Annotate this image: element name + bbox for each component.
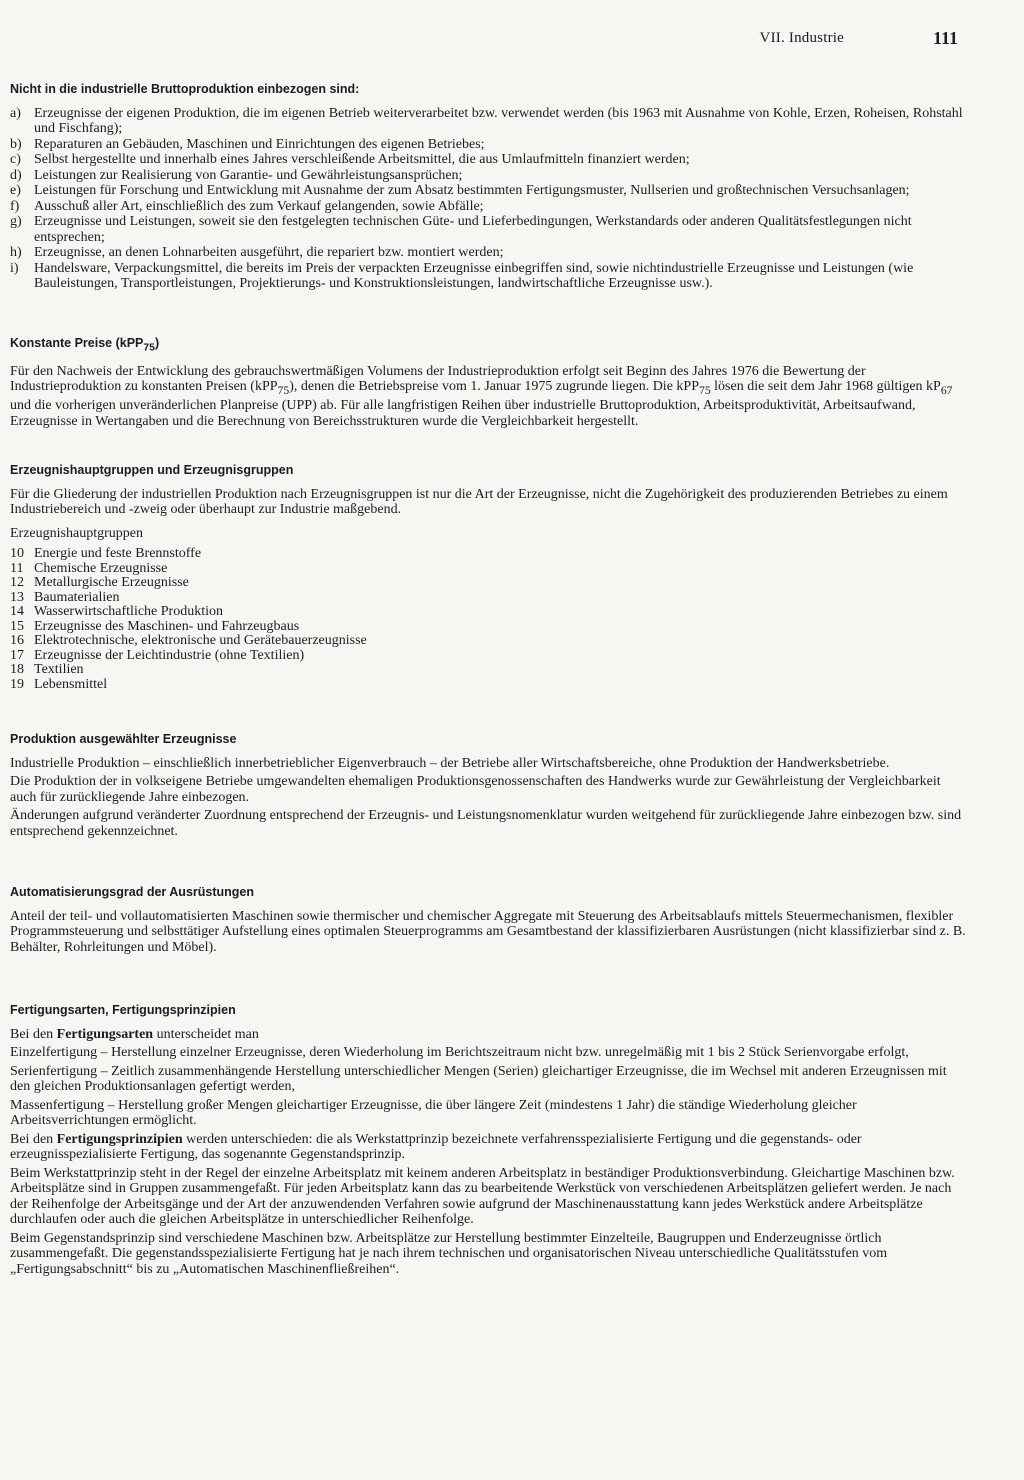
section-heading: Automatisierungsgrad der Ausrüstungen [10, 885, 255, 900]
excluded-list [10, 106, 970, 292]
text-run: Für den Nachweis der Entwicklung des gebrauchswertmäßigen Volumens der Industrieproduktion erfolgt seit Beginn des Jahres 1976 die Bewertung der Industrieproduktion zu konstanten Preisen (kPP [10, 363, 866, 394]
paragraph [10, 1132, 970, 1163]
paragraph: Die Produktion der in volkseigene Betriebe umgewandelten ehemaligen Produktionsgenossenschaften des Handwerks wurde zur Gewährleistung der Vergleichbarkeit auch für zurückliegende Jahre einbezogen. [10, 774, 941, 805]
heading-text-end: ) [154, 335, 160, 350]
section-excluded [10, 82, 970, 292]
group-code: 16 [10, 633, 24, 649]
section-heading: Erzeugnishauptgruppen und Erzeugnisgruppen [10, 463, 294, 478]
section-product-groups [10, 463, 970, 692]
text-run: werden unterschieden: die als Werkstattprinzip bezeichnete verfahrensspezialisierte Fertigung und die gegenstands- oder erzeugnisspezialisierte Fertigung, das sogenannte Gegenstandsprinzip. [10, 1131, 862, 1163]
list-marker: e) [10, 183, 21, 198]
group-label: Wasserwirtschaftliche Produktion [34, 604, 223, 620]
paragraph: Serienfertigung – Zeitlich zusammenhängende Herstellung unterschiedlicher Mengen (Serien) gleichartiger Erzeugnisse, die im Wechsel mit anderen Erzeugnissen mit den gleichen Produktionsanlagen gefertigt werden, [10, 1063, 947, 1095]
group-label: Baumaterialien [34, 589, 120, 605]
list-item-text: Handelsware, Verpackungsmittel, die bereits im Preis der verpackten Erzeugnisse einbegriffen sind, sowie nichtindustrielle Erzeugnisse und Leistungen (wie Bauleistungen, Transportleistungen, Projektierungs- und Konstruktionsleistungen, landwirtschaftliche Erzeugnisse usw.). [34, 260, 914, 291]
chapter-title: VII. Industrie [759, 30, 844, 46]
list-item-text: Erzeugnisse, an denen Lohnarbeiten ausgeführt, die repariert bzw. montiert werden; [34, 245, 504, 260]
text-run: ), denen die Betriebspreise vom 1. Januar 1975 zugrunde liegen. Die kPP [289, 379, 699, 394]
list-item [10, 620, 970, 635]
group-label: Erzeugnisse des Maschinen- und Fahrzeugbaus [34, 618, 300, 634]
group-label: Textilien [34, 662, 84, 678]
text-run: Bei den [10, 1131, 57, 1147]
group-label: Chemische Erzeugnisse [34, 560, 168, 576]
list-item [10, 591, 970, 606]
section-heading: Produktion ausgewählter Erzeugnisse [10, 732, 237, 747]
page-number: 111 [932, 28, 958, 48]
section-selected-products [10, 732, 970, 839]
subscript: 67 [940, 383, 953, 397]
list-item [10, 649, 970, 664]
heading-text: Konstante Preise (kPP [10, 335, 144, 350]
list-item [10, 137, 970, 153]
group-label: Lebensmittel [34, 676, 108, 692]
list-marker: d) [10, 167, 22, 183]
list-item-text: Ausschuß aller Art, einschließlich des zum Verkauf gelangenden, sowie Abfälle; [34, 198, 484, 214]
list-item [10, 261, 970, 292]
paragraph: Für die Gliederung der industriellen Produktion nach Erzeugnisgruppen ist nur die Art der Erzeugnisse, nicht die Zugehörigkeit des produzierenden Betriebes zu einem Industriebereich und -zweig oder überhaupt zur Industrie maßgebend. [10, 486, 948, 518]
section-heading: Nicht in die industrielle Bruttoproduktion einbezogen sind: [10, 82, 360, 96]
list-marker: a) [10, 105, 21, 121]
paragraph: Änderungen aufgrund veränderter Zuordnung entsprechend der Erzeugnis- und Leistungsnomenklatur wurden weitgehend für zurückliegende Jahre einbezogen bzw. sind entsprechend gekennzeichnet. [10, 808, 962, 839]
list-marker: b) [10, 136, 22, 152]
text-run: lösen die seit dem Jahr 1968 gültigen kP [710, 379, 941, 394]
group-label: Metallurgische Erzeugnisse [34, 575, 189, 591]
paragraph: Einzelfertigung – Herstellung einzelner Erzeugnisse, deren Wiederholung im Berichtszeitraum nicht bzw. unregelmäßig mit 1 bis 2 Stück Serienvorgabe erfolgt, [10, 1045, 909, 1061]
subheading: Erzeugnishauptgruppen [10, 525, 143, 541]
list-item [10, 562, 970, 577]
group-code: 19 [10, 676, 24, 692]
paragraph [10, 1027, 970, 1043]
section-constant-prices [10, 336, 970, 430]
list-item [10, 245, 970, 261]
list-item-text: Leistungen zur Realisierung von Garantie- und Gewährleistungsansprüchen; [34, 167, 463, 183]
paragraph: Massenfertigung – Herstellung großer Mengen gleichartiger Erzeugnisse, die über längere Zeit (mindestens 1 Jahr) die ständige Wiederholung gleicher Arbeitsverrichtungen ermöglicht. [10, 1097, 857, 1129]
group-code: 17 [10, 647, 24, 663]
list-marker: h) [10, 245, 22, 260]
text-run-bold: Fertigungsarten [56, 1026, 154, 1042]
text-run: und die vorherigen unveränderlichen Planpreise (UPP) ab. Für alle langfristigen Reihen über industrielle Bruttoproduktion, Arbeitsproduktivität, Arbeitsaufwand, Erzeugnisse in Wertangaben und die Berechnung von Bereichsstrukturen wurde die Vergleichbarkeit hergestellt. [10, 398, 916, 429]
list-item [10, 152, 970, 168]
group-label: Erzeugnisse der Leichtindustrie (ohne Textilien) [34, 647, 305, 663]
list-marker: g) [10, 214, 22, 229]
group-code: 13 [10, 589, 24, 605]
paragraph: Anteil der teil- und vollautomatisierten Maschinen sowie thermischer und chemischer Aggregate mit Steuerung des Arbeitsablaufs mittels Steuermechanismen, flexibler Programmsteuerung und selbsttätiger Aufstellung eines optimalen Steuerprogramms am Gesamtbestand der klassifizierbaren Ausrüstungen (nicht klassifizierbar sind z. B. Behälter, Rohrleitungen und Möbel). [10, 908, 966, 955]
list-item [10, 576, 970, 591]
subscript: 75 [698, 383, 711, 397]
list-item-text: Erzeugnisse der eigenen Produktion, die im eigenen Betrieb weiterverarbeitet bzw. verwendet werden (bis 1963 mit Ausnahme von Kohle, Erzen, Roheisen, Rohstahl und Fischfang); [34, 105, 963, 136]
list-marker: f) [10, 198, 20, 214]
section-manufacturing [10, 1003, 970, 1277]
group-code: 14 [10, 604, 24, 620]
paragraph: Industrielle Produktion – einschließlich innerbetrieblicher Eigenverbrauch – der Betriebe aller Wirtschaftsbereiche, ohne Produktion der Handwerksbetriebe. [10, 755, 890, 771]
group-label: Elektrotechnische, elektronische und Gerätebauerzeugnisse [34, 633, 367, 649]
group-code: 10 [10, 546, 24, 562]
list-item [10, 634, 970, 649]
section-heading: Fertigungsarten, Fertigungsprinzipien [10, 1003, 236, 1018]
page-content [10, 82, 970, 1305]
list-item [10, 663, 970, 678]
group-code: 12 [10, 575, 24, 591]
paragraph: Beim Gegenstandsprinzip sind verschiedene Maschinen bzw. Arbeitsplätze zur Herstellung bestimmter Einzelteile, Baugruppen und Enderzeugnisse örtlich zusammengefaßt. Die gegenstandsspezialisierte Fertigung hat je nach ihrem technischen und organisatorischen Niveau unterschiedliche Qualitätsstufen vom „Fertigungsabschnitt“ bis zu „Automatischen Maschinenfließreihen“. [10, 1230, 888, 1277]
section-automation [10, 885, 970, 955]
list-item-text: Leistungen für Forschung und Entwicklung mit Ausnahme der zum Absatz bestimmten Fertigungsmuster, Nullserien und großtechnischen Versuchsanlagen; [34, 183, 910, 198]
list-item [10, 168, 970, 184]
list-item [10, 678, 970, 693]
text-run: unterscheidet man [153, 1026, 259, 1042]
text-run-bold: Fertigungsprinzipien [56, 1131, 183, 1147]
group-label: Energie und feste Brennstoffe [34, 546, 202, 562]
list-item [10, 199, 970, 215]
section-heading [10, 336, 970, 356]
list-item [10, 547, 970, 562]
paragraph: Beim Werkstattprinzip steht in der Regel der einzelne Arbeitsplatz mit keinem anderen Arbeitsplatz in beständiger Produktionsverbindung. Gleichartige Maschinen bzw. Arbeitsplätze sind in Gruppen zusammengefaßt. Für jeden Arbeitsplatz kann das zu bearbeitende Werkstück von verschiedenen Arbeitsplätzen geliefert werden. Je nach der Reihenfolge der Arbeitsgänge und der Art der anzuwendenden Verfahren sowie aufgrund der Maschinenausstattung kann jedes Werkstück andere Arbeitsplätze durchlaufen oder auch die gleichen Arbeitsplätze in unterschiedlicher Reihenfolge. [10, 1165, 955, 1228]
list-marker: i) [10, 260, 19, 276]
subscript: 75 [277, 383, 290, 397]
list-marker: c) [10, 152, 21, 167]
list-item [10, 214, 970, 245]
paragraph [10, 364, 970, 430]
heading-subscript: 75 [143, 342, 155, 353]
group-list [10, 547, 970, 692]
group-code: 11 [10, 560, 24, 576]
group-code: 18 [10, 662, 24, 678]
list-item [10, 106, 970, 137]
list-item-text: Selbst hergestellte und innerhalb eines Jahres verschleißende Arbeitsmittel, die aus Umlaufmitteln finanziert werden; [34, 152, 690, 167]
text-run: Bei den [10, 1026, 57, 1042]
list-item-text: Reparaturen an Gebäuden, Maschinen und Einrichtungen des eigenen Betriebes; [34, 136, 485, 152]
list-item [10, 605, 970, 620]
list-item [10, 183, 970, 199]
group-code: 15 [10, 618, 24, 634]
list-item-text: Erzeugnisse und Leistungen, soweit sie den festgelegten technischen Güte- und Lieferbedingungen, Werkstandards oder anderen Qualitätsfestlegungen nicht entsprechen; [34, 214, 912, 245]
page-header [0, 28, 1024, 52]
